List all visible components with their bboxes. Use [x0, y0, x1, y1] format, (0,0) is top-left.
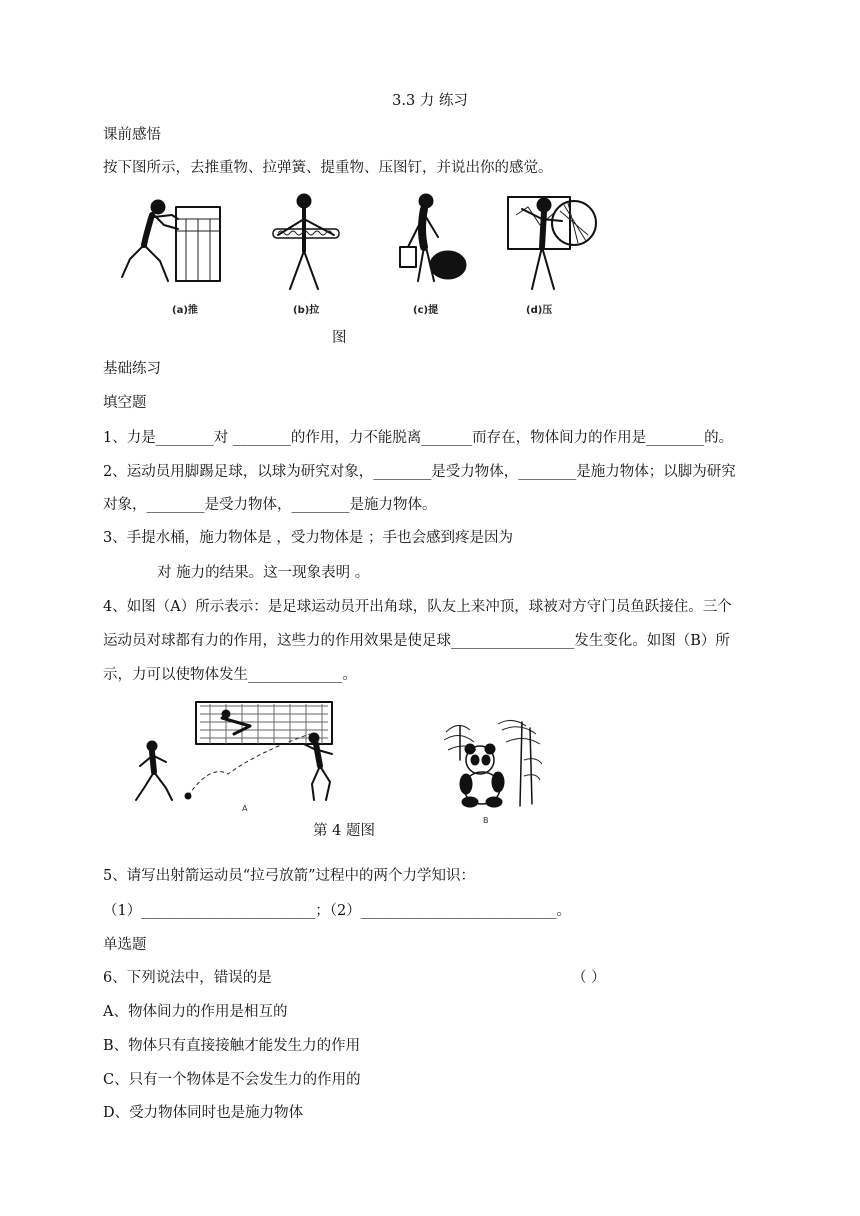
- section-fill: 填空题: [103, 395, 147, 411]
- question-4-line3: 示，力可以使物体发生_____________。: [103, 667, 357, 683]
- question-3-line2: 对 施力的结果。这一现象表明 。: [157, 565, 370, 581]
- question-5: 5、请写出射箭运动员“拉弓放箭”过程中的两个力学知识：: [103, 868, 476, 884]
- caption-lift: (c)提: [413, 305, 439, 316]
- section-preclass: 课前感悟: [103, 127, 161, 143]
- caption-press: (d)压: [526, 305, 553, 316]
- press-illustration: [508, 197, 596, 289]
- question-3-line1: 3、手提水桶，施力物体是 ，受力物体是 ；手也会感到疼是因为: [103, 530, 513, 546]
- option-d: D、受力物体同时也是施力物体: [103, 1105, 304, 1121]
- activity-illustrations: [108, 185, 608, 320]
- question-2-line1: 2、运动员用脚踢足球，以球为研究对象，________是受力物体，________是施力物体；以脚为研究: [103, 464, 736, 480]
- pull-illustration: [273, 194, 339, 289]
- figure1-label: 图: [332, 330, 347, 346]
- option-a: A、物体间力的作用是相互的: [103, 1004, 288, 1020]
- panda-illustration: [440, 720, 545, 830]
- question-6-stem: 6、下列说法中，错误的是: [103, 970, 272, 986]
- question-1: 1、力是________对 ________的作用，力不能脱离_______而存在，物体间力的作用是________的。: [103, 430, 734, 446]
- figure-4a-label: A: [242, 804, 248, 813]
- section-single: 单选题: [103, 937, 147, 953]
- section-basic: 基础练习: [103, 361, 161, 377]
- question-2-line2: 对象，________是受力物体，________是施力物体。: [103, 497, 437, 513]
- instruction-text: 按下图所示，去推重物、拉弹簧、提重物、压图钉，并说出你的感觉。: [103, 160, 553, 176]
- activity-figure: [108, 185, 608, 320]
- figure4-caption: 第 4 题图: [313, 823, 375, 839]
- figure-4b-label: B: [483, 816, 489, 825]
- question-4-line2: 运动员对球都有力的作用，这些力的作用效果是使足球_________________发生变化。如图（B）所: [103, 633, 730, 649]
- push-illustration: [122, 200, 220, 281]
- question-5-answers: （1）________________________；（2）___________________________。: [103, 903, 571, 919]
- question-6-bracket: （ ）: [572, 970, 606, 986]
- question-4-line1: 4、如图（A）所示表示：是足球运动员开出角球，队友上来冲顶，球被对方守门员鱼跃接住。三个: [103, 599, 732, 615]
- football-illustration: [130, 700, 370, 815]
- option-b: B、物体只有直接接触才能发生力的作用: [103, 1038, 361, 1054]
- figure-4a: [130, 700, 370, 815]
- figure-4b: [440, 720, 545, 830]
- caption-pull: (b)拉: [293, 305, 320, 316]
- caption-push: (a)推: [172, 305, 198, 316]
- lift-illustration: [400, 194, 466, 281]
- option-c: C、只有一个物体是不会发生力的作用的: [103, 1072, 361, 1088]
- page-title: 3.3 力 练习: [392, 93, 468, 109]
